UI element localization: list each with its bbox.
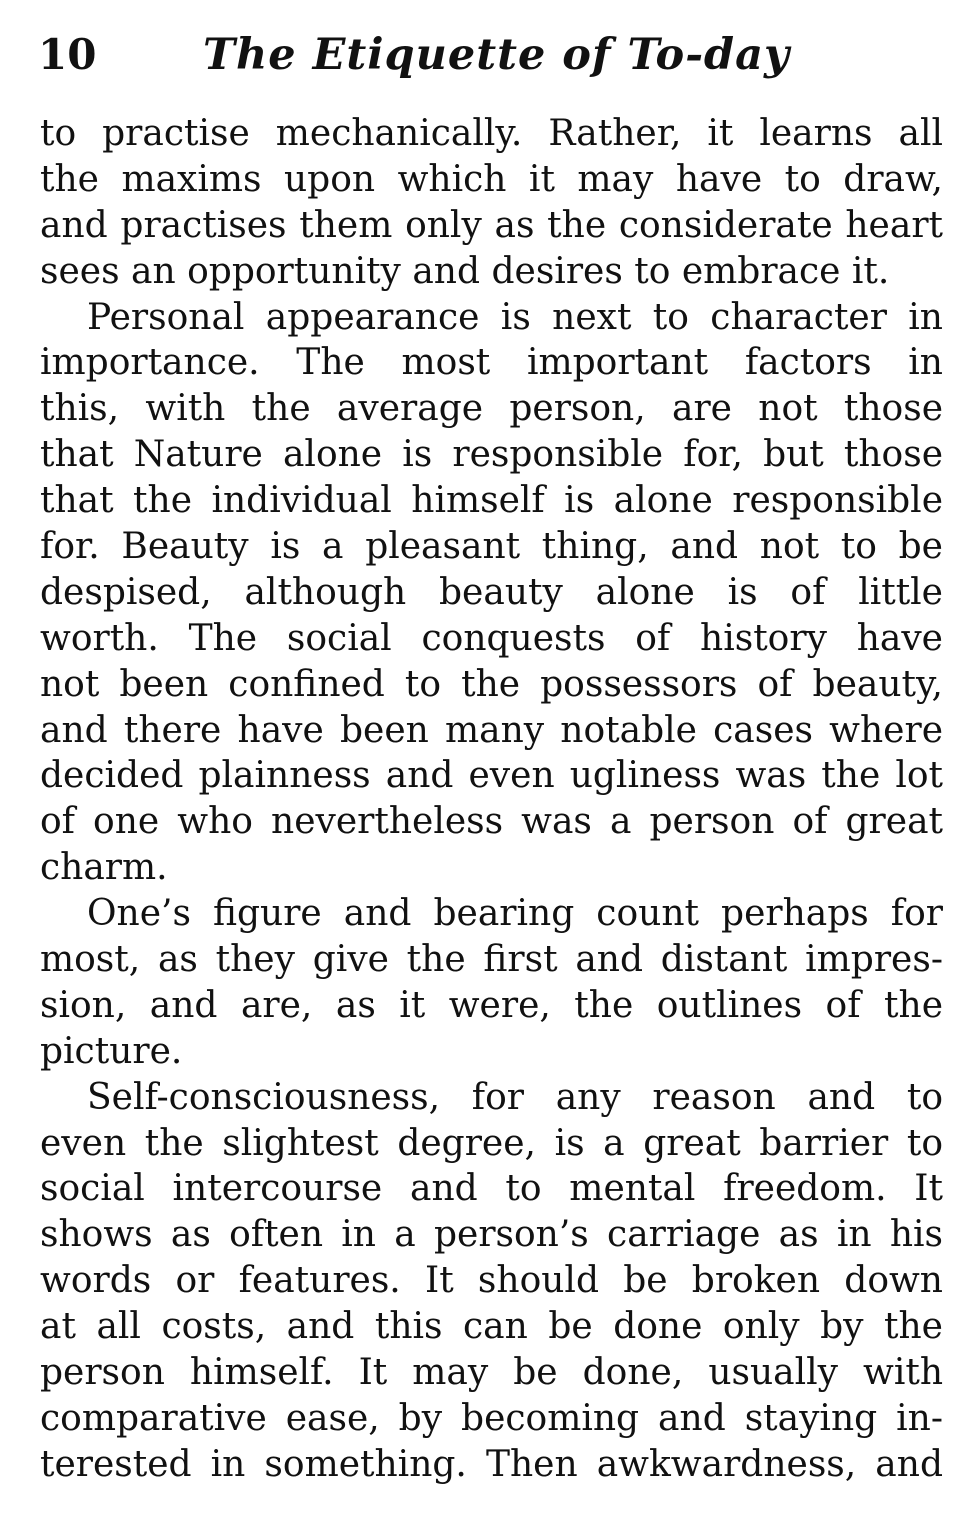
text-line: at all costs, and this can be done only by the [40,1306,943,1348]
text-line: picture. [40,1030,183,1072]
text-line: despised, although beauty alone is of little [40,571,943,613]
text-line: One’s figure and bearing count perhaps for [87,893,943,935]
page-header [38,22,938,88]
text-line: comparative ease, by becoming and staying in- [40,1397,943,1439]
text-line: not been confined to the possessors of beauty, [40,663,943,705]
text-line: worth. The social conquests of history have [40,617,943,659]
text-line: person himself. It may be done, usually with [40,1352,943,1394]
text-line: Self-consciousness, for any reason and to [87,1076,943,1118]
text-line: even the slightest degree, is a great barrier to [40,1122,943,1164]
text-line: to practise mechanically. Rather, it learns all [40,113,943,154]
text-line: importance. The most important factors in [40,342,943,384]
text-line: sees an opportunity and desires to embrace it. [40,250,890,292]
text-line: that Nature alone is responsible for, but those [40,434,943,476]
text-line: terested in something. Then awkwardness, and [40,1443,943,1485]
text-line: Personal appearance is next to character in [87,296,943,338]
text-line: decided plainness and even ugliness was the lot [40,755,943,797]
text-line: words or features. It should be broken down [40,1260,943,1302]
page-number: 10 [38,30,97,79]
running-title: The Etiquette of To-day [203,30,790,80]
text-line: the maxims upon which it may have to draw, [40,158,943,200]
text-line: and practises them only as the considerate heart [40,204,943,246]
text-line: sion, and are, as it were, the outlines of the [40,984,943,1026]
text-line: social intercourse and to mental freedom. It [40,1168,943,1210]
text-line: and there have been many notable cases where [40,709,943,751]
text-line: that the individual himself is alone responsible [40,480,943,522]
text-line: most, as they give the first and distant impres- [40,939,943,981]
text-line: charm. [40,847,168,889]
text-line: this, with the average person, are not those [40,388,943,430]
text-line: shows as often in a person’s carriage as in his [40,1214,943,1256]
text-line: for. Beauty is a pleasant thing, and not to be [40,526,943,568]
body-text [40,111,943,1488]
text-line: of one who nevertheless was a person of great [40,801,943,843]
